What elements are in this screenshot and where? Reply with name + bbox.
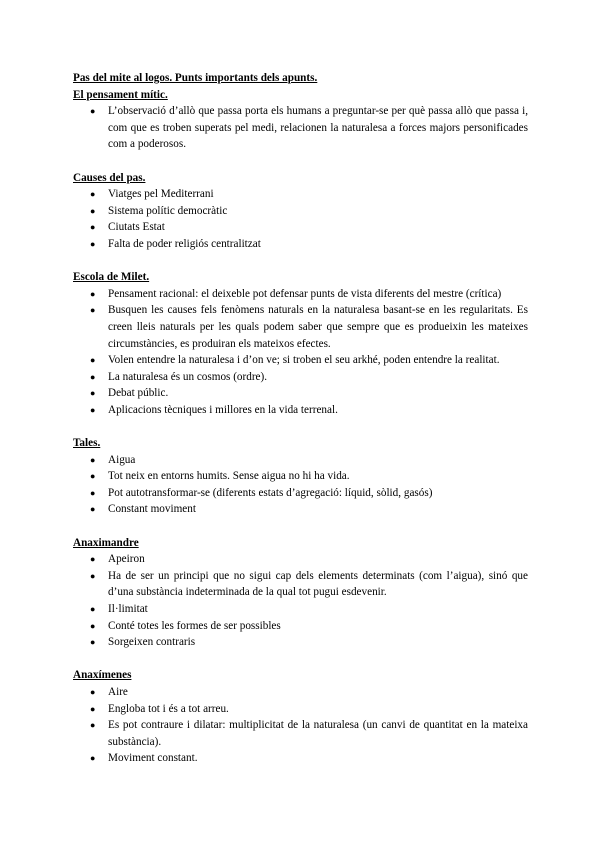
bullet-icon: ● [90, 238, 96, 249]
list-item: ● Apeiron [73, 551, 528, 568]
list-item: ● Pot autotransformar-se (diferents estats d’agregació: líquid, sòlid, gasós) [73, 485, 528, 502]
bullet-list [73, 286, 528, 419]
list-item: ● Il·limitat [73, 601, 528, 618]
bullet-icon: ● [90, 355, 96, 366]
bullet-list [73, 551, 528, 651]
list-item: ● Volen entendre la naturalesa i d’on ve; si troben el seu arkhé, poden entendre la realitat. [73, 352, 528, 369]
list-item: ● Viatges pel Mediterrani [73, 186, 528, 203]
bullet-icon: ● [90, 106, 96, 117]
section-anaximandre [73, 535, 528, 651]
list-item: ● Conté totes les formes de ser possibles [73, 618, 528, 635]
section-tales [73, 435, 528, 518]
bullet-icon: ● [90, 222, 96, 233]
bullet-list [73, 452, 528, 518]
bullet-list [73, 103, 528, 153]
list-item: ● Es pot contraure i dilatar: multiplicitat de la naturalesa (un canvi de quantitat en la mateixa substància). [90, 719, 528, 748]
list-item: ● Aplicacions tècniques i millores en la vida terrenal. [73, 402, 528, 419]
section-heading: Causes del pas. [73, 171, 146, 184]
bullet-icon: ● [90, 205, 96, 216]
list-item: ● Aigua [73, 452, 528, 469]
bullet-list [73, 186, 528, 252]
bullet-icon: ● [90, 637, 96, 648]
bullet-icon: ● [90, 487, 96, 498]
list-item: ● Debat públic. [73, 385, 528, 402]
list-item: ● La naturalesa és un cosmos (ordre). [73, 369, 528, 386]
section-pensament-mitic [73, 87, 528, 153]
bullet-icon: ● [90, 288, 96, 299]
list-item: ● Aire [73, 684, 528, 701]
bullet-icon: ● [90, 720, 96, 731]
bullet-icon: ● [90, 604, 96, 614]
section-anaximenes [73, 667, 528, 767]
list-item: ● L’observació d’allò que passa porta els humans a preguntar-se per què passa allò que passa i, com que es troben superats pel medi, relacionen la naturalesa a forces majors personificades com a poderosos. [90, 105, 528, 151]
bullet-icon: ● [90, 554, 96, 565]
list-item: ● Busquen les causes fels fenòmens naturals en la naturalesa basant-se en les regularitats. Es creen lleis naturals per les quals podem saber que sempre que es produeixin les mateixes circumstàncies, es produiran els mateixos efectes. [90, 304, 528, 350]
bullet-icon: ● [90, 371, 96, 382]
bullet-icon: ● [90, 504, 96, 515]
document-title: Pas del mite al logos. Punts importants dels apunts. [73, 72, 318, 84]
list-item: ● Sorgeixen contraris [73, 634, 528, 651]
section-causes-del-pas [73, 170, 528, 253]
list-item: ● Tot neix en entorns humits. Sense aigua no hi ha vida. [73, 468, 528, 485]
list-item: ● Ciutats Estat [73, 219, 528, 236]
bullet-icon: ● [90, 305, 96, 316]
bullet-icon: ● [90, 753, 96, 764]
section-heading: Tales. [73, 437, 101, 450]
bullet-icon: ● [90, 471, 96, 482]
list-item: ● Moviment constant. [73, 750, 528, 767]
bullet-icon: ● [90, 454, 96, 465]
bullet-icon: ● [90, 570, 96, 581]
section-escola-de-milet [73, 269, 528, 418]
list-item: ● Ha de ser un principi que no sigui cap dels elements determinats (com l’aigua), sinó que d’una substància indeterminada de la qual tot pugui esdevenir. [90, 569, 528, 599]
list-item: ● Sistema polític democràtic [73, 203, 528, 220]
bullet-icon: ● [90, 703, 96, 714]
bullet-icon: ● [90, 388, 96, 399]
section-heading: Anaximandre [73, 536, 139, 549]
bullet-icon: ● [90, 620, 96, 631]
bullet-icon: ● [90, 404, 96, 415]
section-heading: Escola de Milet. [73, 271, 150, 284]
list-item: ● Pensament racional: el deixeble pot defensar punts de vista diferents del mestre (crítica) [73, 286, 528, 303]
list-item: ● Engloba tot i és a tot arreu. [73, 701, 528, 718]
bullet-icon: ● [90, 686, 96, 697]
bullet-list [73, 684, 528, 767]
list-item: ● Constant moviment [73, 501, 528, 518]
section-heading: Anaxímenes [73, 669, 132, 682]
bullet-icon: ● [90, 189, 96, 200]
list-item: ● Falta de poder religiós centralitzat [73, 236, 528, 253]
section-heading: El pensament mític. [73, 88, 168, 101]
